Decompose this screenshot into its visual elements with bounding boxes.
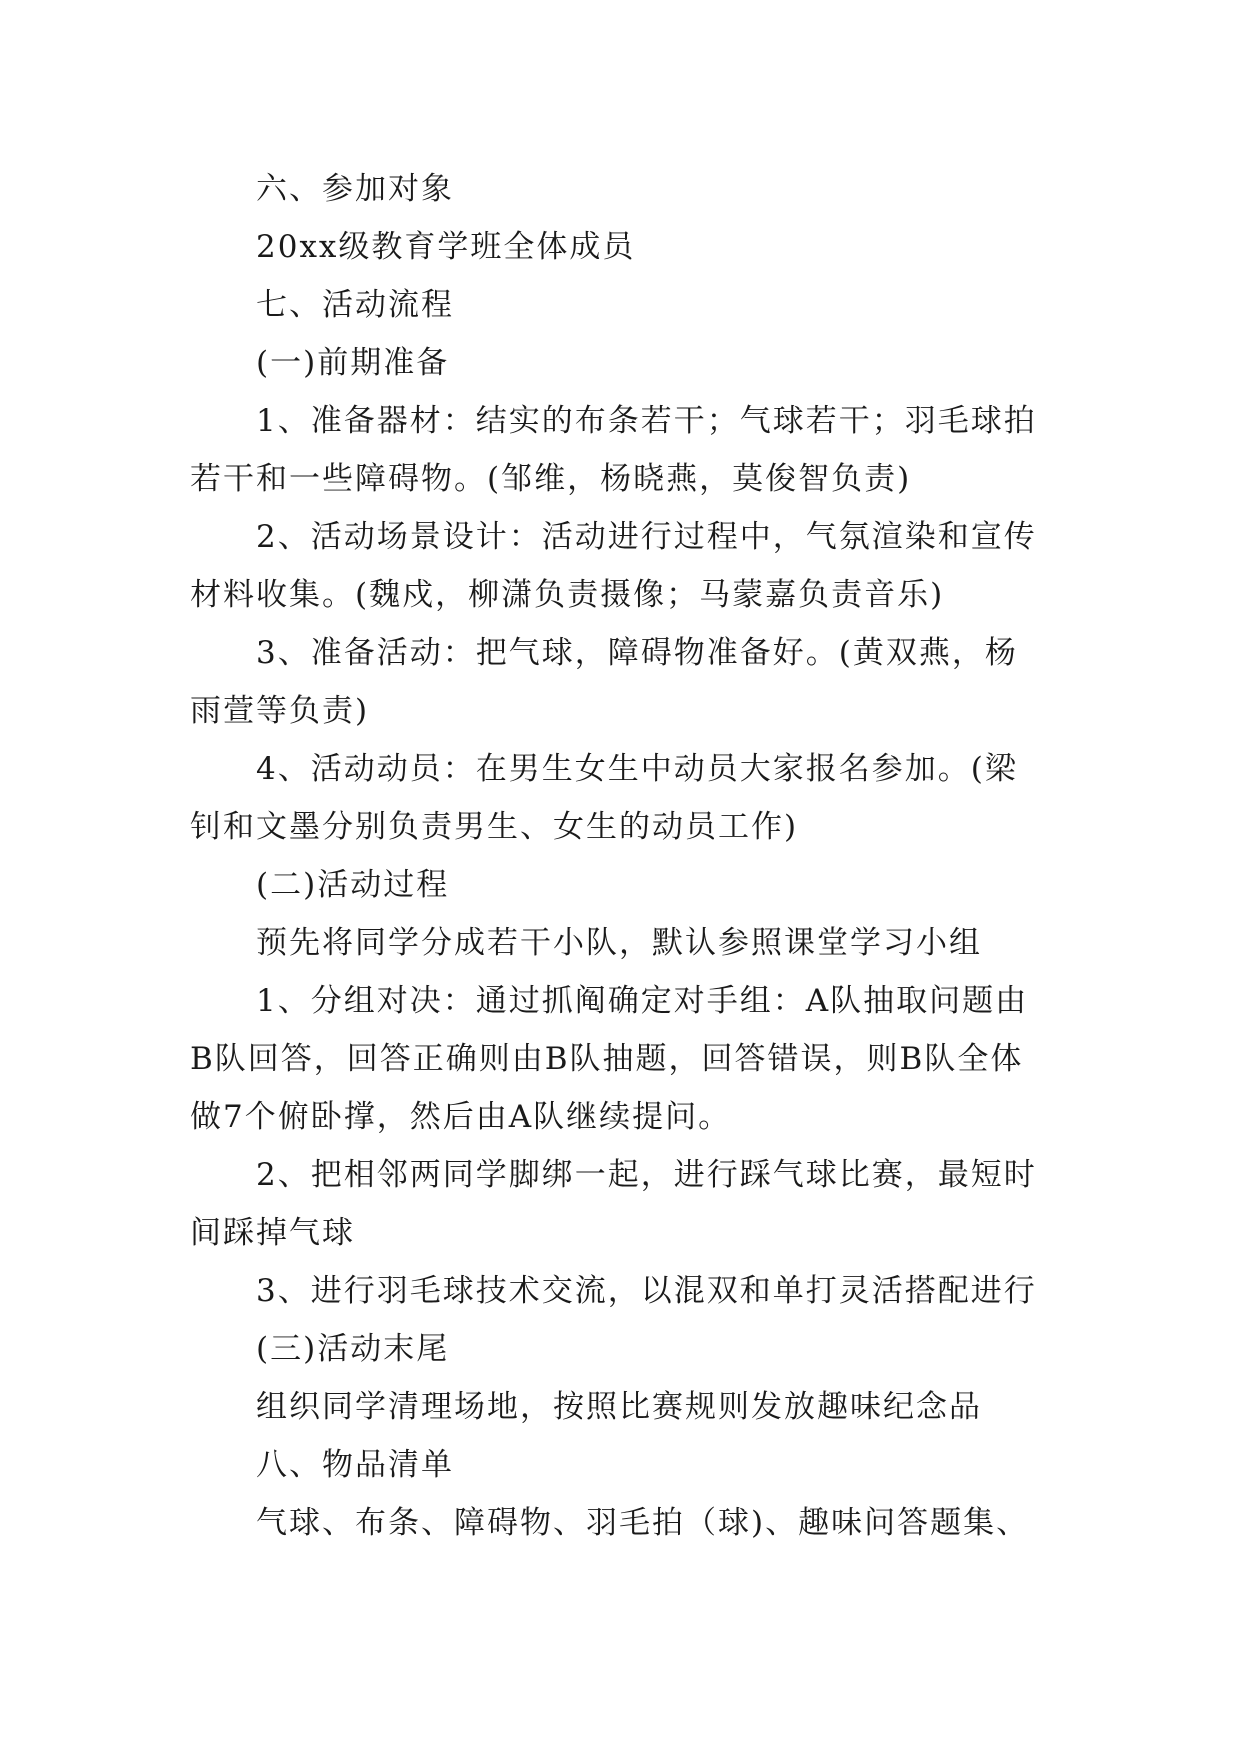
process-item-badminton: 3、进行羽毛球技术交流，以混双和单打灵活搭配进行 — [256, 1273, 1037, 1309]
process-item-balloon-race: 2、把相邻两同学脚绑一起，进行踩气球比赛，最短时间踩掉气球 — [190, 1157, 1037, 1251]
prep-item-mobilization: 4、活动动员：在男生女生中动员大家报名参加。(梁钊和文墨分别负责男生、女生的动员工作) — [190, 751, 1018, 845]
process-intro: 预先将同学分成若干小队，默认参照课堂学习小组 — [256, 925, 982, 961]
item-list-text: 气球、布条、障碍物、羽毛拍（球)、趣味问答题集、 — [256, 1505, 1030, 1541]
heading-activity-flow: 七、活动流程 — [256, 287, 454, 323]
process-item-group-battle: 1、分组对决：通过抓阄确定对手组：A队抽取问题由B队回答，回答正确则由B队抽题，回答错误，则B队全体做7个俯卧撑，然后由A队继续提问。 — [190, 983, 1029, 1135]
subheading-preparation: (一)前期准备 — [256, 345, 450, 381]
end-text: 组织同学清理场地，按照比赛规则发放趣味纪念品 — [256, 1389, 982, 1425]
subheading-activity-end: (三)活动末尾 — [256, 1331, 450, 1367]
heading-item-list: 八、物品清单 — [256, 1447, 454, 1483]
document-body — [190, 160, 1050, 1552]
subheading-activity-process: (二)活动过程 — [256, 867, 450, 903]
prep-item-preparation: 3、准备活动：把气球，障碍物准备好。(黄双燕，杨雨萱等负责) — [190, 635, 1018, 729]
heading-participants: 六、参加对象 — [256, 171, 454, 207]
participants-text: 20xx级教育学班全体成员 — [256, 229, 636, 265]
prep-item-scene-design: 2、活动场景设计：活动进行过程中，气氛渲染和宣传材料收集。(魏戍，柳潇负责摄像；马蒙嘉负责音乐) — [190, 519, 1037, 613]
prep-item-equipment: 1、准备器材：结实的布条若干；气球若干；羽毛球拍若干和一些障碍物。(邹维，杨晓燕，莫俊智负责) — [190, 403, 1037, 497]
